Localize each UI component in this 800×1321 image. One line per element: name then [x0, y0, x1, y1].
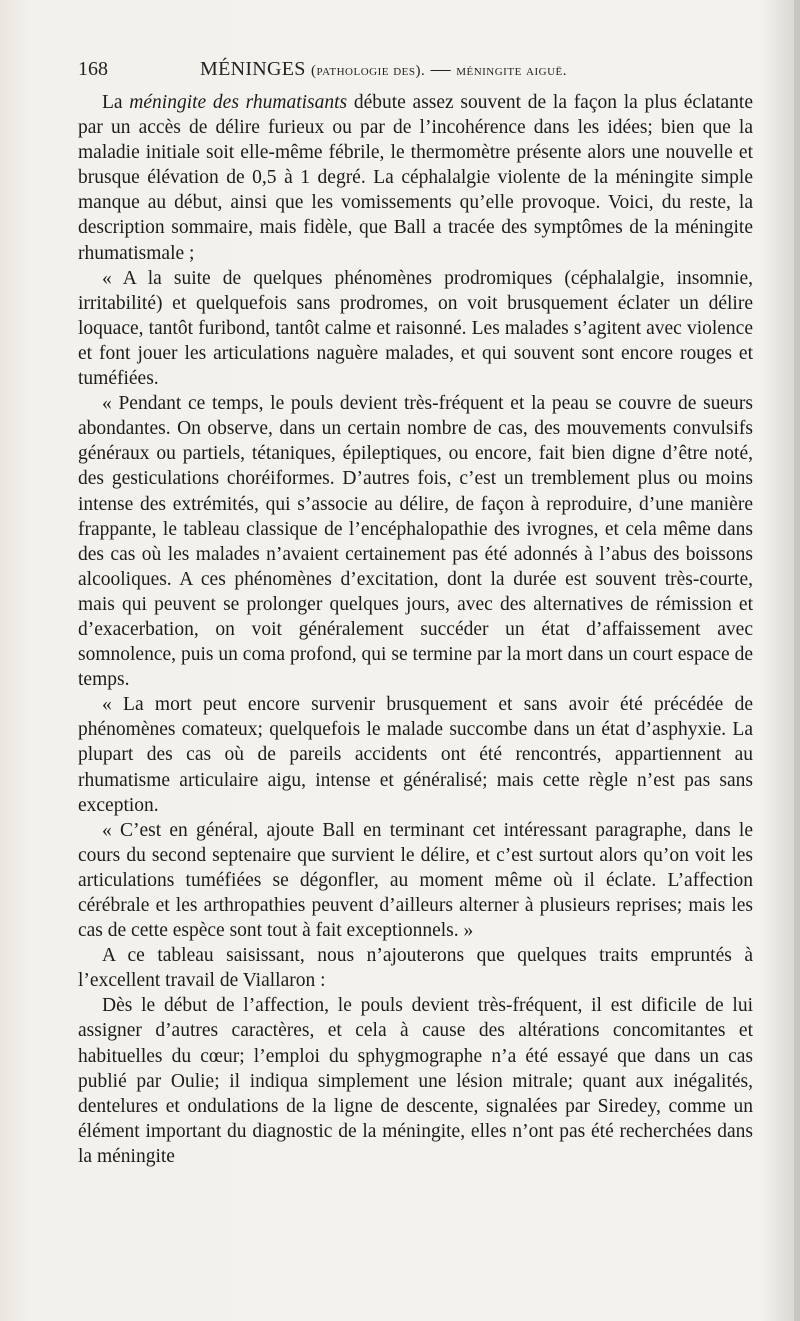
page-edge	[794, 0, 800, 1321]
page-number: 168	[78, 58, 108, 80]
paragraph-1-text: débute assez souvent de la façon la plus éclatante par un accès de délire furieux ou par de l’incohérence dans les idées; bien que la maladie initiale soit elle-même fébrile, le thermomètre présente alors une nouvelle et brusque élévation de 0,5 à 1 degré. La céphalalgie violente de la méningite simple manque au début, ainsi que les vomissements qu’elle provoque. Voici, du reste, la description sommaire, mais fidèle, que Ball a tracée des symptômes de la méningite rhumatismale ;	[78, 92, 754, 264]
header-section: méningite aiguë.	[456, 63, 567, 79]
running-header	[78, 58, 748, 86]
header-title: MÉNINGES	[200, 58, 306, 80]
paragraph-1-emphasis: méningite des rhumatisants	[129, 92, 348, 113]
page-body	[78, 90, 753, 1169]
paragraph-1-lead: La	[102, 92, 130, 113]
header-subtitle: (pathologie des).	[311, 63, 426, 79]
running-title	[200, 58, 567, 81]
paragraph-3: « Pendant ce temps, le pouls devient très-fréquent et la peau se couvre de sueurs abondantes. On observe, dans un certain nombre de cas, des mouvements convulsifs généraux ou partiels, tétaniques, épileptiques, ou encore, fait bien digne d’être noté, des gesticulations choréiformes. D’autres fois, c’est un tremblement plus ou moins intense des extrémités, qui s’associe au délire, de façon à reproduire, d’une manière frappante, le tableau classique de l’encéphalopathie des ivrognes, et cela même dans des cas où les malades n’avaient certainement pas été adonnés à l’abus des boissons alcooliques. A ces phénomènes d’excitation, dont la durée est souvent très-courte, mais qui peuvent se prolonger quelques jours, avec des alternatives de rémission et d’exacerbation, on voit généralement succéder un état d’affaissement avec somnolence, puis un coma profond, qui se termine par la mort dans un court espace de temps.	[78, 393, 753, 691]
paragraph-7: Dès le début de l’affection, le pouls devient très-fréquent, il est dificile de lui assigner d’autres caractères, et cela à cause des altérations concomitantes et habituelles du cœur; l’emploi du sphygmographe n’a été essayé que dans un cas publié par Oulie; il indiqua simplement une lésion mitrale; quant aux inégalités, dentelures et ondulations de la ligne de descente, signalées par Siredey, comme un élément important du diagnostic de la méningite, elles n’ont pas été recherchées dans la méningite	[78, 995, 753, 1167]
header-dash: —	[430, 58, 451, 80]
paragraph-6: A ce tableau saisissant, nous n’ajouterons que quelques traits empruntés à l’excellent travail de Viallaron :	[78, 945, 753, 992]
paragraph-1	[78, 90, 753, 266]
paragraph-4: « La mort peut encore survenir brusquement et sans avoir été précédée de phénomènes comateux; quelquefois le malade succombe dans un état d’asphyxie. La plupart des cas où de pareils accidents ont été rencontrés, appartiennent au rhumatisme articulaire aigu, intense et généralisé; mais cette règle n’est pas sans exception.	[78, 694, 753, 816]
paragraph-5: « C’est en général, ajoute Ball en terminant cet intéressant paragraphe, dans le cours du second septenaire que survient le délire, et c’est surtout alors qu’on voit les articulations tuméfiées se dégonfler, au moment même où il éclate. L’affection cérébrale et les arthropathies peuvent d’ailleurs alterner à plusieurs reprises; mais les cas de cette espèce sont tout à fait exceptionnels. »	[78, 819, 753, 942]
paragraph-2: « A la suite de quelques phénomènes prodromiques (céphalalgie, insomnie, irritabilité) et quelquefois sans prodromes, on voit brusquement éclater un délire loquace, tantôt furibond, tantôt calme et raisonné. Les malades s’agitent avec violence et font jouer les articulations naguère malades, et qui souvent sont encore rouges et tuméfiées.	[78, 267, 753, 390]
